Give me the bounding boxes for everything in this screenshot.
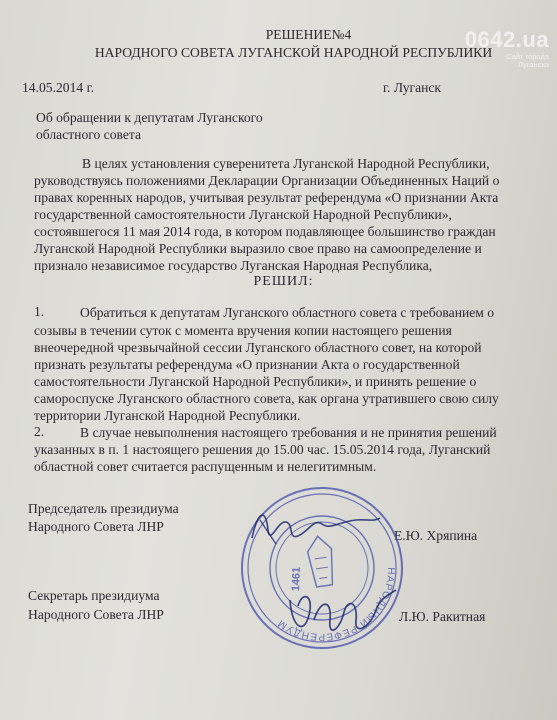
document-place: г. Луганск — [383, 80, 442, 95]
signatory-1-name: Е.Ю. Хряпина — [394, 528, 478, 543]
signatory-2-name: Л.Ю. Ракитная — [399, 609, 486, 624]
signature-1 — [238, 500, 388, 560]
document-title: РЕШЕНИЕ№4 — [265, 27, 352, 42]
item-1-line-2: созывы в течении суток с момента вручения копии настоящего решения — [34, 323, 452, 338]
subject-line-1: Об обращении к депутатам Луганского — [36, 110, 263, 125]
item-2-line-1: В случае невыполнения настоящего требования и не принятия решений — [80, 425, 497, 440]
document-subtitle: НАРОДНОГО СОВЕТА ЛУГАНСКОЙ НАРОДНОЙ РЕСПУБЛИКИ — [94, 45, 493, 60]
preamble-line-3: правах коренных народов, учитывая результат референдума «О признании Акта — [34, 190, 499, 205]
preamble-line-1: В целях установления суверенитета Луганской Народной Республики, — [82, 156, 490, 171]
preamble-line-7: признало независимое государство Луганская Народная Республика, — [34, 258, 433, 273]
stamp-ring-text: НАРОДНЫЙ РЕФЕРЕНДУМ — [275, 566, 397, 643]
item-1-line-5: самостоятельности Луганской Народной Республики», и принять решение о — [34, 374, 477, 389]
item-2-line-3: областной совет считается распущенным и нелегитимным. — [34, 459, 377, 474]
signatory-2-role-line-2: Народного Совета ЛНР — [28, 607, 164, 622]
subject-line-2: областного совета — [36, 127, 142, 142]
watermark-line-2: Луганска — [517, 60, 549, 69]
signatory-1-role-line-1: Председатель президиума — [28, 501, 179, 516]
item-1-line-1: Обратиться к депутатам Луганского областного совета с требованием о — [80, 305, 495, 320]
item-2-line-2: указанных в п. 1 настоящего решения до 15.00 час. 15.05.2014 года, Луганский — [34, 442, 491, 457]
signature-2 — [280, 580, 400, 650]
item-1-line-7: территории Луганской Народной Республики. — [34, 408, 301, 423]
item-1-line-6: самороспуске Луганского областного совета, как органа утратившего свою силу — [34, 391, 499, 406]
preamble-line-2: руководствуясь положениями Декларации Организации Объединенных Наций о — [34, 173, 500, 188]
signatory-2-role-line-1: Секретарь президиума — [28, 588, 160, 603]
item-2-number: 2. — [34, 424, 45, 439]
watermark-logo: 0642.ua — [464, 27, 549, 52]
signatory-1-role-line-2: Народного Совета ЛНР — [28, 519, 164, 534]
document-date: 14.05.2014 г. — [22, 80, 95, 95]
preamble-line-4: государственной самостоятельности Луганской Народной Республики», — [34, 207, 452, 222]
stamp-number: 1461 — [290, 566, 303, 592]
preamble-line-6: Луганской Народной Республики выразило свое право на самоопределение и — [34, 241, 482, 256]
resolved-heading: РЕШИЛ: — [253, 274, 314, 289]
preamble-line-5: состоявшегося 11 мая 2014 года, в котором подавляющее большинство граждан — [34, 224, 496, 239]
item-1-line-4: признать результаты референдума «О признании Акта о государственной — [34, 357, 460, 372]
item-1-number: 1. — [34, 304, 45, 319]
watermark-line-1: Сайт города — [506, 52, 549, 61]
item-1-line-3: внеочередной чрезвычайной сессии Луганского областного совет, на которой — [34, 340, 482, 355]
